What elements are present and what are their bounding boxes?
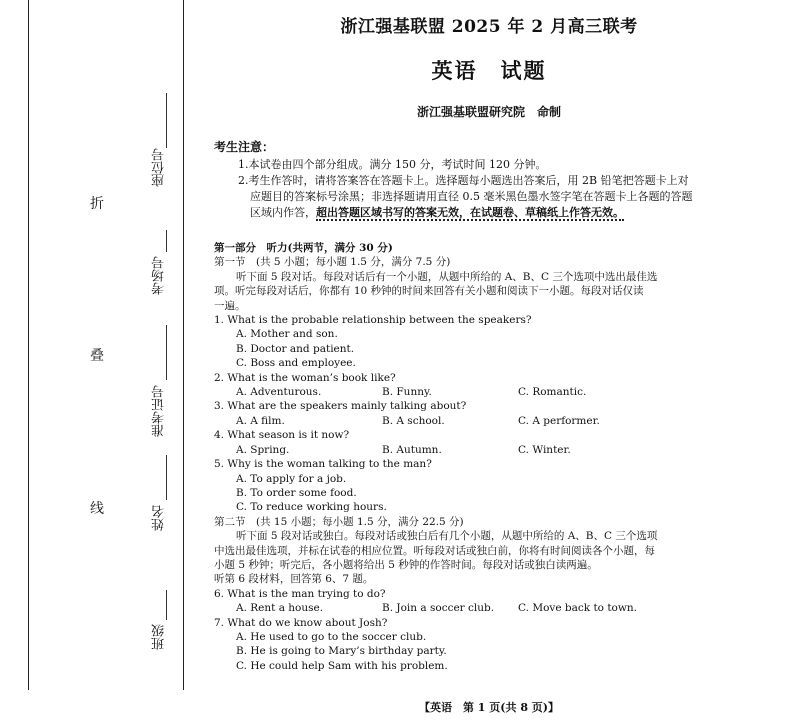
section-2-instructions-2: 中选出最佳选项，并标在试卷的相应位置。听每段对话或独白前，你将有时间阅读各个小题，每 [214, 544, 655, 557]
note-item-1: 1.本试卷由四个部分组成。满分 150 分，考试时间 120 分钟。 [238, 158, 547, 171]
option-1c: C. Boss and employee. [236, 357, 356, 370]
part-1-title: 第一部分 听力(共两节，满分 30 分) [214, 242, 393, 254]
section-1-instructions-1: 听下面 5 段对话。每段对话后有一个小题，从题中所给的 A、B、C 三个选项中选出最佳选 [236, 270, 658, 283]
fold-char-2: 叠 [90, 348, 104, 364]
candidate-notes [214, 139, 774, 221]
fold-char-1: 折 [90, 196, 104, 212]
option-5a: A. To apply for a job. [236, 472, 347, 485]
option-5b: B. To order some food. [236, 486, 357, 499]
exam-room-label: 考场号 [152, 256, 167, 295]
setter-line: 浙江强基联盟研究院 命制 [416, 105, 561, 119]
note-item-2-emphasis: 超出答题区域书写的答案无效，在试题卷、草稿纸上作答无效。 [316, 206, 624, 219]
note-item-2-text: 区域内作答， [250, 206, 316, 219]
name-line [166, 455, 167, 500]
note-item-2-line-3 [214, 205, 774, 221]
option-6b: B. Join a soccer club. [382, 602, 495, 615]
option-2c: C. Romantic. [518, 386, 587, 399]
subject-title: 英语 试题 [431, 58, 547, 83]
section-2-instructions-1: 听下面 5 段对话或独白。每段对话或独白后有几个小题，从题中所给的 A、B、C 三个选项 [236, 530, 658, 543]
option-4a: A. Spring. [236, 443, 290, 456]
section-1-title: 第一节 (共 5 小题；每小题 1.5 分，满分 7.5 分) [214, 256, 451, 269]
options-4 [214, 443, 774, 457]
notes-title: 考生注意： [214, 140, 275, 154]
class-label: 班级 [152, 624, 167, 650]
option-4c: C. Winter. [518, 443, 571, 456]
name-label: 姓名 [152, 505, 167, 531]
section-1-instructions-2: 项。听完每段对话后，你都有 10 秒钟的时间来回答有关小题和阅读下一小题。每段对话仅读 [214, 285, 644, 298]
seat-number-line [166, 93, 167, 148]
option-7a: A. He used to go to the soccer club. [236, 630, 427, 643]
admission-number-line [166, 325, 167, 380]
option-2a: A. Adventurous. [236, 386, 322, 399]
option-1a: A. Mother and son. [236, 328, 338, 341]
option-6c: C. Move back to town. [518, 602, 637, 615]
option-4b: B. Autumn. [382, 443, 442, 456]
question-1: 1. What is the probable relationship between the speakers? [214, 314, 532, 327]
class-line [166, 590, 167, 620]
question-7: 7. What do we know about Josh? [214, 616, 388, 629]
question-3: 3. What are the speakers mainly talking about? [214, 400, 467, 413]
option-6a: A. Rent a house. [236, 602, 324, 615]
admission-number-label: 准考证号 [152, 385, 167, 437]
option-7b: B. He is going to Mary’s birthday party. [236, 645, 447, 658]
question-6: 6. What is the man trying to do? [214, 587, 386, 600]
option-3a: A. A film. [236, 414, 285, 427]
section-1-instructions-3: 一遍。 [214, 299, 246, 312]
section-2-title: 第二节 (共 15 小题；每小题 1.5 分，满分 22.5 分) [214, 515, 464, 528]
options-3 [214, 414, 774, 428]
note-item-2-line-2: 应题目的答案标号涂黑；非选择题请用直径 0.5 毫米黑色墨水签字笔在答题卡上各题的答题 [250, 190, 693, 203]
option-3c: C. A performer. [518, 414, 600, 427]
listening-section [214, 241, 774, 673]
option-1b: B. Doctor and patient. [236, 342, 355, 355]
question-4: 4. What season is it now? [214, 429, 350, 442]
material-6-note: 听第 6 段材料，回答第 6、7 题。 [214, 573, 374, 586]
exam-room-line [166, 230, 167, 252]
option-5c: C. To reduce working hours. [236, 501, 387, 514]
option-2b: B. Funny. [382, 386, 432, 399]
page-footer: 【英语 第 1 页(共 8 页)】 [418, 701, 560, 714]
binding-margin [28, 0, 184, 690]
options-2 [214, 385, 774, 399]
exam-title: 浙江强基联盟 2025 年 2 月高三联考 [340, 17, 638, 37]
seat-number-label: 座位号 [152, 148, 167, 187]
fold-char-3: 线 [90, 501, 104, 517]
note-item-2-line-1: 2.考生作答时，请将答案答在答题卡上。选择题每小题选出答案后，用 2B 铅笔把答题卡上对 [238, 174, 689, 187]
question-2: 2. What is the woman’s book like? [214, 371, 396, 384]
options-6 [214, 601, 774, 615]
option-3b: B. A school. [382, 414, 445, 427]
question-5: 5. Why is the woman talking to the man? [214, 458, 432, 471]
option-7c: C. He could help Sam with his problem. [236, 659, 448, 672]
section-2-instructions-3: 小题 5 秒钟；听完后，各小题将给出 5 秒钟的作答时间。每段对话或独白读两遍。 [214, 558, 598, 571]
margin-border-left [28, 0, 29, 690]
